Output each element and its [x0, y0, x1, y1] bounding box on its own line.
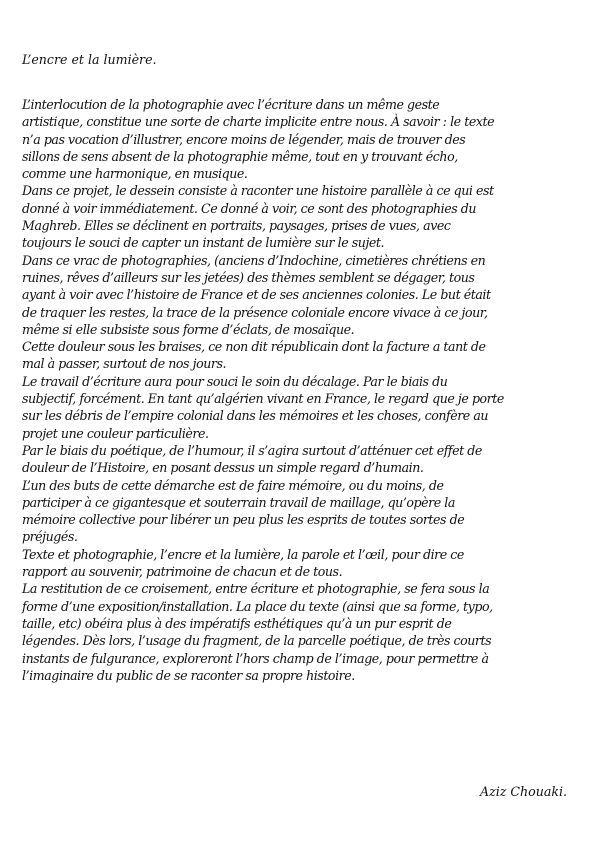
text-line: Par le biais du poétique, de l’humour, il s’agira surtout d’atténuer cet effet de — [22, 442, 482, 458]
text-line: rapport au souvenir, patrimoine de chacun et de tous. — [22, 564, 343, 580]
text-line: ayant à voir avec l’histoire de France et de ses anciennes colonies. Le but était — [22, 287, 491, 303]
text-line: de traquer les restes, la trace de la présence coloniale encore vivace à ce jour, — [22, 304, 488, 320]
text-line: toujours le souci de capter un instant de lumière sur le sujet. — [22, 235, 385, 251]
text-line: instants de fulgurance, exploreront l’hors champ de l’image, pour permettre à — [22, 650, 489, 666]
text-line: l’imaginaire du public de se raconter sa propre histoire. — [22, 667, 355, 683]
text-line: n’a pas vocation d’illustrer, encore moins de légender, mais de trouver des — [22, 131, 466, 147]
text-line: L’interlocution de la photographie avec l’écriture dans un même geste — [22, 97, 440, 112]
text-line: La restitution de ce croisement, entre écriture et photographie, se fera sous la — [22, 581, 490, 597]
document-body — [22, 96, 584, 684]
text-line: douleur de l’Histoire, en posant dessus un simple regard d’humain. — [22, 460, 424, 476]
text-line: projet une couleur particulière. — [22, 425, 209, 441]
text-line: Texte et photographie, l’encre et la lumière, la parole et l’œil, pour dire ce — [22, 546, 464, 562]
text-line: comme une harmonique, en musique. — [22, 166, 248, 182]
text-line: Dans ce vrac de photographies, (anciens d’Indochine, cimetières chrétiens en — [22, 252, 486, 268]
text-line: préjugés. — [22, 529, 78, 545]
text-line: sillons de sens absent de la photographie même, tout en y trouvant écho, — [22, 148, 458, 164]
text-line: Maghreb. Elles se déclinent en portraits, paysages, prises de vues, avec — [22, 218, 451, 234]
text-line: mal à passer, surtout de nos jours. — [22, 356, 227, 372]
text-line: forme d’une exposition/installation. La place du texte (ainsi que sa forme, typo, — [22, 598, 493, 614]
document-title: L’encre et la lumière. — [22, 52, 157, 67]
text-line: Dans ce projet, le dessein consiste à raconter une histoire parallèle à ce qui est — [22, 183, 494, 199]
author-signature: Aziz Chouaki. — [480, 784, 568, 799]
text-line: donné à voir immédiatement. Ce donné à voir, ce sont des photographies du — [22, 200, 477, 216]
text-line: Le travail d’écriture aura pour souci le soin du décalage. Par le biais du — [22, 373, 448, 389]
text-line: ruines, rêves d’ailleurs sur les jetées) des thèmes semblent se dégager, tous — [22, 269, 475, 285]
text-line: L’un des buts de cette démarche est de faire mémoire, ou du moins, de — [22, 477, 444, 493]
text-line: participer à ce gigantesque et souterrain travail de maillage, qu’opère la — [22, 494, 455, 510]
text-line: taille, etc) obéira plus à des impératifs esthétiques qu’à un pur esprit de — [22, 615, 452, 631]
text-line: artistique, constitue une sorte de charte implicite entre nous. À savoir : le texte — [22, 114, 495, 130]
text-line: subjectif, forcément. En tant qu’algérien vivant en France, le regard que je porte — [22, 391, 504, 407]
text-line: même si elle subsiste sous forme d’éclats, de mosaïque. — [22, 321, 355, 337]
text-line: mémoire collective pour libérer un peu plus les esprits de toutes sortes de — [22, 512, 465, 528]
text-line: Cette douleur sous les braises, ce non dit républicain dont la facture a tant de — [22, 339, 486, 355]
text-line: sur les débris de l’empire colonial dans les mémoires et les choses, confère au — [22, 408, 489, 424]
text-line: légendes. Dès lors, l’usage du fragment, de la parcelle poétique, de très courts — [22, 633, 492, 649]
